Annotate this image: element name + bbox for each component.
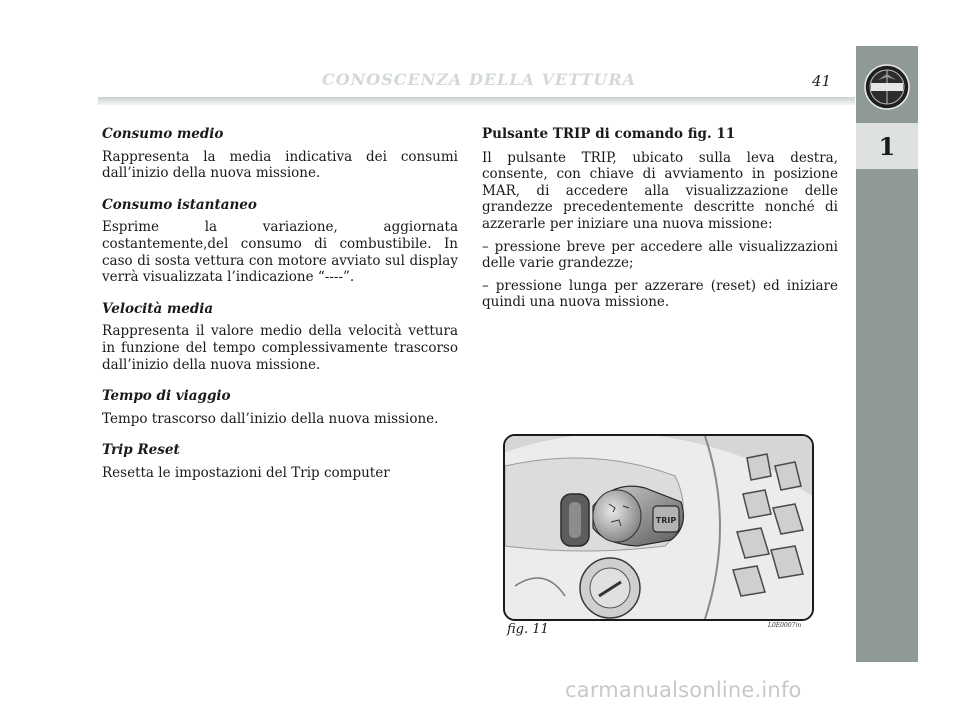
right-column — [482, 126, 838, 317]
section-body-trip-reset: Resetta le impostazioni del Trip computer — [102, 464, 390, 481]
brand-logo-icon — [862, 62, 912, 112]
section-body-consumo-istantaneo: Esprime la variazione, aggiornata costantemente,del consumo di combustibile. In caso di sosta vettura con motore avviato sul display verrà visualizzata l’indicazione “----”. — [102, 219, 458, 286]
trip-button-label: TRIP — [655, 516, 677, 525]
trip-paragraph-short-press: – pressione breve per accedere alle visualizzazioni delle varie grandezze; — [482, 238, 838, 272]
section-body-consumo-medio: Rappresenta la media indicativa dei consumi dall’inizio della nuova missione. — [102, 148, 458, 182]
section-title-tempo-di-viaggio: Tempo di viaggio — [102, 388, 231, 405]
figure-trip-lever — [503, 434, 814, 621]
header-rule — [98, 97, 855, 105]
section-title-consumo-istantaneo: Consumo istantaneo — [102, 196, 257, 213]
trip-button-section-title: Pulsante TRIP di comando fig. 11 — [482, 126, 736, 142]
section-title-trip-reset: Trip Reset — [102, 442, 180, 459]
chapter-number: 1 — [856, 123, 918, 169]
trip-paragraph-intro: Il pulsante TRIP, ubicato sulla leva destra, consente, con chiave di avviamento in posizione MAR, di accedere alla visualizzazione delle grandezze precedentemente descritte nonché di azzerarle per iniziare una nuova missione: — [482, 149, 838, 232]
site-watermark: carmanualsonline.info — [565, 678, 802, 702]
figure-caption: fig. 11 — [507, 622, 549, 637]
section-body-tempo-di-viaggio: Tempo trascorso dall’inizio della nuova missione. — [102, 410, 439, 427]
section-title-consumo-medio: Consumo medio — [102, 126, 224, 142]
left-column — [102, 126, 458, 497]
section-title-velocita-media: Velocità media — [102, 300, 214, 317]
trip-paragraph-long-press: – pressione lunga per azzerare (reset) ed iniziare quindi una nuova missione. — [482, 277, 838, 311]
page-number: 41 — [812, 72, 832, 90]
running-header-title: CONOSCENZA DELLA VETTURA — [321, 70, 637, 89]
section-body-velocita-media: Rappresenta il valore medio della velocità vettura in funzione del tempo complessivamente trascorso dall’inizio della nuova missione. — [102, 323, 458, 373]
figure-code: L0E0007m — [768, 622, 802, 629]
